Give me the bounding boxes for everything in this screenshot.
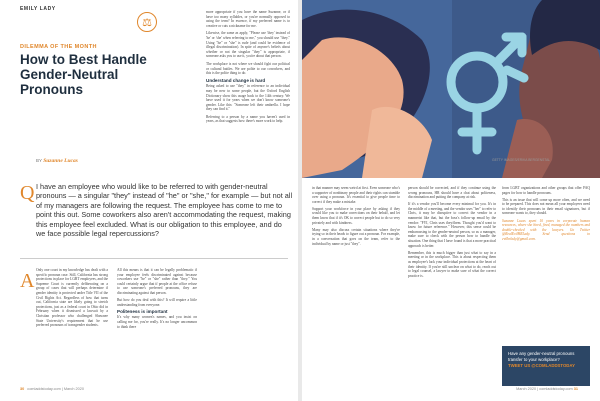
footer-text: comladdstoday.com | March 2020 — [27, 387, 84, 391]
body-column-1 — [312, 186, 400, 249]
author-name: Suzanne Lucas — [43, 158, 78, 164]
paragraph: If it's a vendor you'll become every minimal for you. It's in the middle of a meeting, and the vendor uses "her" to refer to Chris, it may be disruptive to correct the vendor in a mannerist like that, but the boss's follow-up email by the vendor: "FYI, Chris uses they/them. Thought you'd want to know for future reference." However, this sense could be embarrassing to the gender-neutral person, so as a manager, make sure to check with the person how to handle the situation. One thing that I have found is that a more practical approach is better. — [408, 202, 496, 248]
answer-column-1 — [36, 268, 108, 330]
paragraph: Likewise, the same as apply, "Please use 'they' instead of 'he' or 'she' when referring to me," you should use "they." Using "he" or "she" is rude (and could be evidence of illegal discrimination). In spite of anyone's beliefs about whether or not the singular "they" is appropriate, if someone asks you to use it, you're about that person. — [206, 31, 290, 59]
section-kicker: DILEMMA OF THE MONTH — [20, 44, 97, 50]
gender-neutral-illustration — [302, 0, 600, 178]
footer-text: March 2020 | comladdstoday.com — [516, 387, 573, 391]
paragraph: Only one court in my knowledge has dealt with a specific pronoun case. Still, California has strong protections in place for LGBT employees, and the Supreme Court is currently deliberating on a group of cases that will perhaps determine if gender identity is protected under Title VII of the Civil Rights Act. Regardless of how that turns out, California state are likely going to stretch protections, just as a federal court in Ohio did in February when it dismissed a lawsuit by a Christian professor who challenged Shawnee State University's requirement that he use preferred pronouns of transgender students. — [36, 268, 108, 328]
left-page — [0, 0, 298, 401]
answer-column-3 — [206, 10, 290, 127]
subheading-change: Understand change is hard — [206, 77, 266, 83]
magazine-brand: EMILY LADY — [20, 6, 56, 12]
body-column-2 — [408, 186, 496, 281]
paragraph: The workplace is not where we should fight our political or cultural battles. We are polite to our coworkers, and this is the polite thing to do. — [206, 61, 290, 76]
paragraph: Remember, this is much bigger than just what to say in a meeting or in the workplace. This is about respecting them as employee's lack your individual protections at the heart of their identity. If you're still unclear on what to do, reach out to legal counsel, a lawyer to make sure of what the correct practice is. — [408, 250, 496, 278]
question-initial: Q — [20, 182, 35, 204]
paragraph: from LGBT organizations and other groups that offer FAQ pages for how to handle pronouns. — [502, 186, 590, 195]
page-number: 30 — [20, 387, 25, 391]
paragraph: Support your workforce in your place by asking if they would like you to make corrections on their behalf, and let them know that if it's OK to correct people but to do so very privately and with kindness. — [312, 206, 400, 225]
left-footer — [20, 387, 84, 391]
paragraph: All this means is that it can be legally problematic if your employee feels discriminated against because coworkers use "he" or "she" rather than "they." You could certainly argue that if people at the office refuse to use someone's preferred pronouns, they are discriminating against that person. — [117, 268, 197, 295]
paragraph: person should be corrected, and if they continue using the wrong pronouns, HR should have a chat about politeness, discrimination and putting the company at risk. — [408, 186, 496, 200]
body-column-3 — [502, 186, 590, 244]
answer-initial: A — [20, 270, 35, 292]
promo-cta-link[interactable]: TWEET US @COMLADDSTODAY — [508, 363, 575, 368]
byline — [36, 158, 78, 164]
paragraph: But how do you deal with this? It will require a little understanding from everyone. — [117, 298, 197, 307]
twitter-promo-box[interactable] — [502, 346, 590, 386]
right-footer — [516, 387, 580, 391]
paragraph: in that manner may seem weird at first. Even someone who's a supporter of nonbinary people and their rights can stumble over using a pronoun. It's essential to give people time to correct if they make a mistake. — [312, 186, 400, 204]
paragraph: Being asked to use "they" in reference to an individual may be new to some people, but the Oxford English Dictionary show this usage back to the 14th century. We have used it for years when we don't know someone's gender. Like this: "Someone left their umbrella. I hope they can find it." — [206, 84, 290, 112]
divider — [20, 258, 288, 259]
right-page — [302, 0, 600, 401]
illustration — [302, 0, 600, 178]
author-bio: Suzanne Lucas spent 10 years in corporate human resources, where she hired, fired, managed the numbers and double-checked with the lawyers. Go Twitter @RealEvilHRLady. Send questions to evilhrlady@gmail.com. — [502, 218, 590, 241]
paragraph: This is an issue that will come up more often, and we need to be prepared. This does not mean all your employees need to identify their pronouns in their email signatures, but if someone wants to, they should. — [502, 197, 590, 216]
subheading-politeness: Politeness is important — [117, 308, 168, 314]
article-headline: How to Best Handle Gender-Neutral Pronouns — [20, 52, 147, 97]
paragraph: It's why many women's names, and you insist on calling me for, you're really. It's no longer uncommon to think there — [117, 315, 197, 329]
paragraph: Many may also discuss certain situations where they're trying so in their heads to figure out a pronoun. For example, in a conversation that goes on the team, refer to the individual by name or just "they". — [312, 227, 400, 246]
reader-question: I have an employee who would like to be referred to with gender-neutral pronouns — a singular "they" instead of "he" or "she," for example — but not all of my managers are following the request. The employee has come to me to point this out. Some coworkers also aren't accommodating the request, making this employee feel excluded. What is our obligation to this employee, and do we face possible legal repercussions? — [36, 182, 293, 239]
promo-text: Have any gender-neutral pronouns transfer to your workplace? — [508, 351, 575, 362]
photo-credit: GETTY IMAGES/ERIKA BERGENSTAL — [492, 158, 551, 162]
paragraph: more appropriate if you have the name Suzanne, or if have too many syllables, or you're normally opposed to using the term? In essence, if my preferred name is to creative or cuts a nickname for me. — [206, 10, 290, 28]
scales-emblem-icon: ⚖ — [137, 12, 157, 32]
answer-column-2 — [117, 268, 197, 332]
byline-prefix: BY — [36, 158, 42, 163]
paragraph: Referring to a person by a name you haven't used in years, as that suggests how there's more work to help. — [206, 114, 290, 124]
page-number: 31 — [573, 387, 578, 391]
